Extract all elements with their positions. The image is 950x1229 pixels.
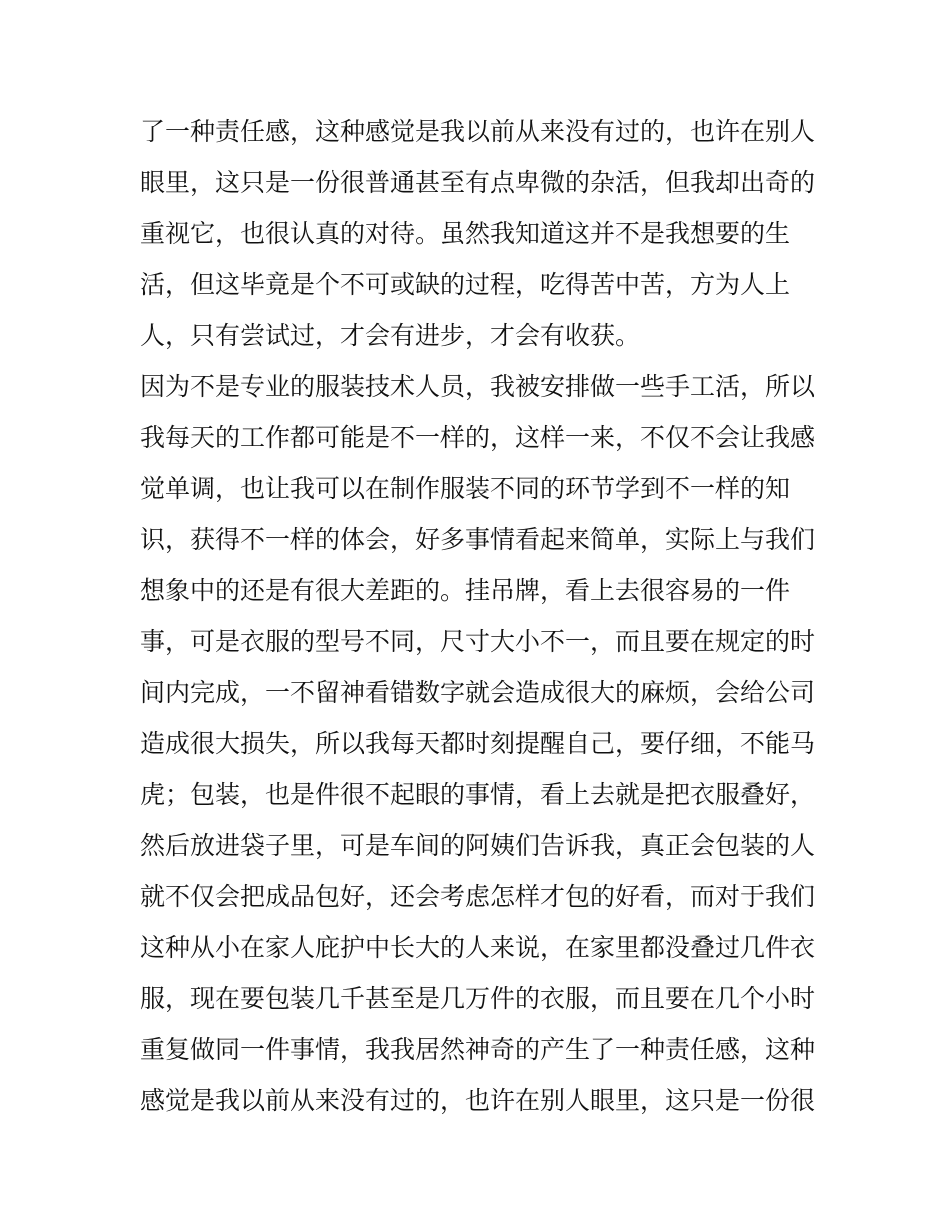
text-line: 觉单调，也让我可以在制作服装不同的环节学到不一样的知 <box>140 474 791 503</box>
text-line: 感觉是我以前从来没有过的，也许在别人眼里，这只是一份很 <box>140 1086 816 1115</box>
text-line: 我每天的工作都可能是不一样的，这样一来，不仅不会让我感 <box>140 423 816 452</box>
text-line: 虎；包装，也是件很不起眼的事情，看上去就是把衣服叠好， <box>140 780 816 809</box>
text-line: 人，只有尝试过，才会有进步，才会有收获。 <box>140 321 641 350</box>
text-line: 识，获得不一样的体会，好多事情看起来简单，实际上与我们 <box>140 525 816 554</box>
text-line: 间内完成，一不留神看错数字就会造成很大的麻烦，会给公司 <box>140 678 816 707</box>
text-line: 事，可是衣服的型号不同，尺寸大小不一，而且要在规定的时 <box>140 627 816 656</box>
body-text <box>140 106 830 1126</box>
text-line: 就不仅会把成品包好，还会考虑怎样才包的好看，而对于我们 <box>140 882 816 911</box>
text-line: 重视它，也很认真的对待。虽然我知道这并不是我想要的生 <box>140 219 791 248</box>
text-line: 然后放进袋子里，可是车间的阿姨们告诉我，真正会包装的人 <box>140 831 816 860</box>
text-line: 因为不是专业的服装技术人员，我被安排做一些手工活，所以 <box>140 372 816 401</box>
text-line: 活，但这毕竟是个不可或缺的过程，吃得苦中苦，方为人上 <box>140 270 791 299</box>
text-line: 了一种责任感，这种感觉是我以前从来没有过的，也许在别人 <box>140 117 816 146</box>
text-line: 造成很大损失，所以我每天都时刻提醒自己，要仔细，不能马 <box>140 729 816 758</box>
text-line: 服，现在要包装几千甚至是几万件的衣服，而且要在几个小时 <box>140 984 816 1013</box>
text-line: 这种从小在家人庇护中长大的人来说，在家里都没叠过几件衣 <box>140 933 816 962</box>
text-line: 想象中的还是有很大差距的。挂吊牌，看上去很容易的一件 <box>140 576 791 605</box>
text-line: 眼里，这只是一份很普通甚至有点卑微的杂活，但我却出奇的 <box>140 168 816 197</box>
text-line: 重复做同一件事情，我我居然神奇的产生了一种责任感，这种 <box>140 1035 816 1064</box>
